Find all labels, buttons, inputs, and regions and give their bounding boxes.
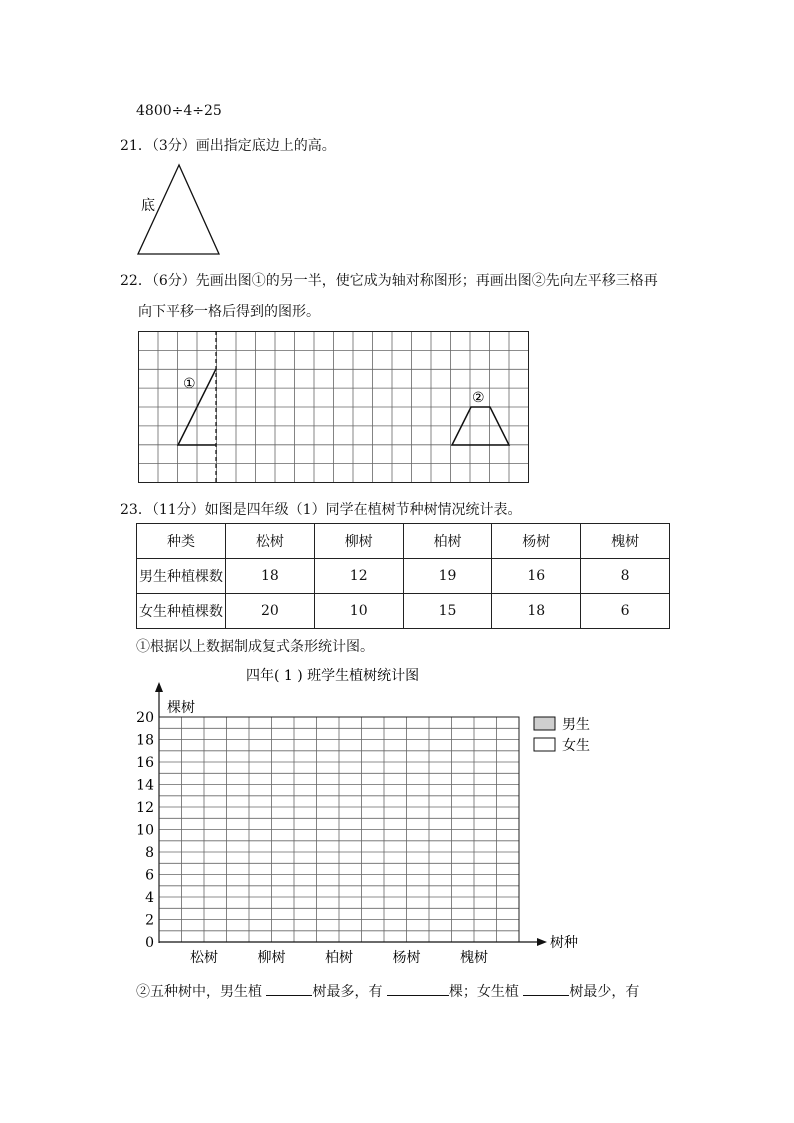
table-cell: 18 — [492, 594, 581, 629]
y-tick-label: 14 — [136, 777, 154, 794]
q21-base-label: 底 — [141, 198, 155, 214]
y-tick-label: 0 — [145, 935, 154, 951]
q22-score: （6分） — [151, 273, 196, 289]
table-header-row — [137, 524, 670, 559]
table-header-cell: 槐树 — [581, 524, 670, 559]
q21-number: 21． — [120, 138, 152, 154]
table-cell: 20 — [226, 594, 315, 629]
sub2-part2: 树最多，有 — [312, 984, 383, 1000]
q22-grid — [138, 331, 530, 484]
answer-blank-boys-most-count[interactable] — [387, 981, 449, 996]
q23-number: 23． — [120, 502, 152, 518]
legend-label-girls: 女生 — [562, 738, 590, 754]
q21-score: （3分） — [151, 138, 196, 154]
sub2-part4: 树最少，有 — [569, 984, 640, 1000]
y-tick-label: 20 — [136, 710, 154, 726]
x-axis-arrow — [537, 938, 547, 946]
table-row-label: 男生种植棵数 — [137, 559, 226, 594]
sub2-part3: 棵；女生植 — [448, 984, 519, 1000]
table-cell: 12 — [314, 559, 403, 594]
q21-triangle — [130, 160, 230, 260]
sub2-part1: ②五种树中，男生植 — [136, 984, 262, 1000]
q21-prompt — [120, 135, 336, 155]
q23-subquestion-1: ①根据以上数据制成复式条形统计图。 — [136, 639, 374, 655]
legend-swatch-boys — [534, 717, 555, 730]
table-header-cell: 柳树 — [314, 524, 403, 559]
y-tick-label: 10 — [136, 822, 154, 839]
table-cell: 8 — [581, 559, 670, 594]
figure-1-label: ① — [183, 376, 196, 392]
figure-2-label: ② — [472, 390, 485, 406]
table-cell: 10 — [314, 594, 403, 629]
table-header-cell: 杨树 — [492, 524, 581, 559]
answer-blank-boys-most-tree[interactable] — [266, 981, 312, 996]
tree-statistics-table — [136, 523, 670, 629]
x-category-label: 柳树 — [257, 950, 286, 966]
q21-text: 画出指定底边上的高。 — [195, 138, 336, 154]
table-row — [137, 594, 670, 629]
chart-title: 四年( 1 ) 班学生植树统计图 — [246, 668, 420, 684]
y-tick-label: 6 — [145, 867, 154, 884]
y-tick-label: 16 — [136, 755, 154, 771]
answer-blank-girls-least-tree[interactable] — [523, 981, 569, 996]
table-header-cell: 种类 — [137, 524, 226, 559]
q22-number: 22． — [120, 273, 152, 289]
table-row-label: 女生种植棵数 — [137, 594, 226, 629]
table-header-cell: 柏树 — [403, 524, 492, 559]
y-tick-label: 12 — [136, 800, 154, 816]
y-axis-label: 棵树 — [167, 700, 195, 716]
q23-score: （11分） — [151, 502, 205, 518]
table-cell: 6 — [581, 594, 670, 629]
table-cell: 15 — [403, 594, 492, 629]
q22-text-line2: 向下平移一格后得到的图形。 — [138, 304, 320, 320]
x-axis-label: 树种 — [550, 935, 578, 951]
x-category-label: 槐树 — [460, 950, 488, 966]
table-row — [137, 559, 670, 594]
table-cell: 19 — [403, 559, 492, 594]
x-category-label: 柏树 — [325, 950, 353, 966]
x-category-label: 松树 — [190, 950, 218, 966]
q22-text-line1: 先画出图①的另一半，使它成为轴对称图形；再画出图②先向左平移三格再 — [195, 273, 658, 289]
q23-prompt — [120, 499, 522, 519]
y-tick-label: 4 — [145, 890, 154, 906]
x-category-label: 杨树 — [392, 950, 421, 966]
y-tick-label: 2 — [145, 912, 154, 929]
y-tick-label: 18 — [136, 732, 154, 749]
expression: 4800÷4÷25 — [136, 103, 222, 119]
table-cell: 18 — [226, 559, 315, 594]
legend-swatch-girls — [534, 738, 555, 751]
table-cell: 16 — [492, 559, 581, 594]
q22-prompt-line1 — [120, 270, 658, 290]
q23-subquestion-2 — [136, 981, 639, 1001]
y-axis-arrow — [155, 682, 163, 692]
q23-text: 如图是四年级（1）同学在植树节种树情况统计表。 — [204, 502, 522, 518]
bar-chart — [120, 660, 600, 972]
table-header-cell: 松树 — [226, 524, 315, 559]
legend-label-boys: 男生 — [562, 717, 590, 733]
y-tick-label: 8 — [145, 845, 154, 861]
